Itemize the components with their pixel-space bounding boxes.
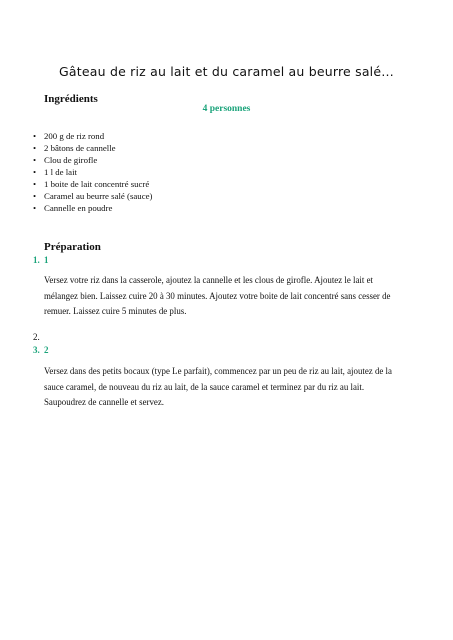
servings-label: 4 personnes: [202, 104, 251, 114]
ingredients-heading: Ingrédients: [44, 93, 98, 105]
recipe-title: Gâteau de riz au lait et du caramel au beurre salé…: [59, 64, 394, 79]
ingredient-item: • Clou de girofle: [33, 154, 152, 166]
ingredient-item: • 1 boite de lait concentré sucré: [33, 178, 152, 190]
step-text: Versez dans des petits bocaux (type Le parfait), commencez par un peu de riz au lait, ajoutez de la sauce caramel, de nouveau du riz au lait, de la sauce caramel et terminez par du riz au lait. Saupoudrez de cannelle et servez.: [44, 366, 392, 407]
step-label: 1: [44, 255, 49, 265]
step-text: Versez votre riz dans la casserole, ajoutez la cannelle et les clous de girofle. Ajoutez le lait et mélangez bien. Laissez cuire 20 à 30 minutes. Ajoutez votre boite de lait concentré sans cesser de remuer. Laissez cuire 5 minutes de plus.: [44, 275, 391, 316]
step-marker: 3.: [33, 345, 40, 355]
ingredient-item: • Caramel au beurre salé (sauce): [33, 190, 152, 202]
ingredient-item: • Cannelle en poudre: [33, 202, 152, 214]
step-marker: 1.: [33, 255, 40, 265]
ingredient-item: • 1 l de lait: [33, 166, 152, 178]
step-marker: 2.: [33, 332, 40, 342]
ingredient-item: • 200 g de riz rond: [33, 130, 152, 142]
ingredient-item: • 2 bâtons de cannelle: [33, 142, 152, 154]
step-label: 2: [44, 345, 49, 355]
ingredients-list: [33, 130, 152, 214]
preparation-heading: Préparation: [44, 241, 101, 253]
